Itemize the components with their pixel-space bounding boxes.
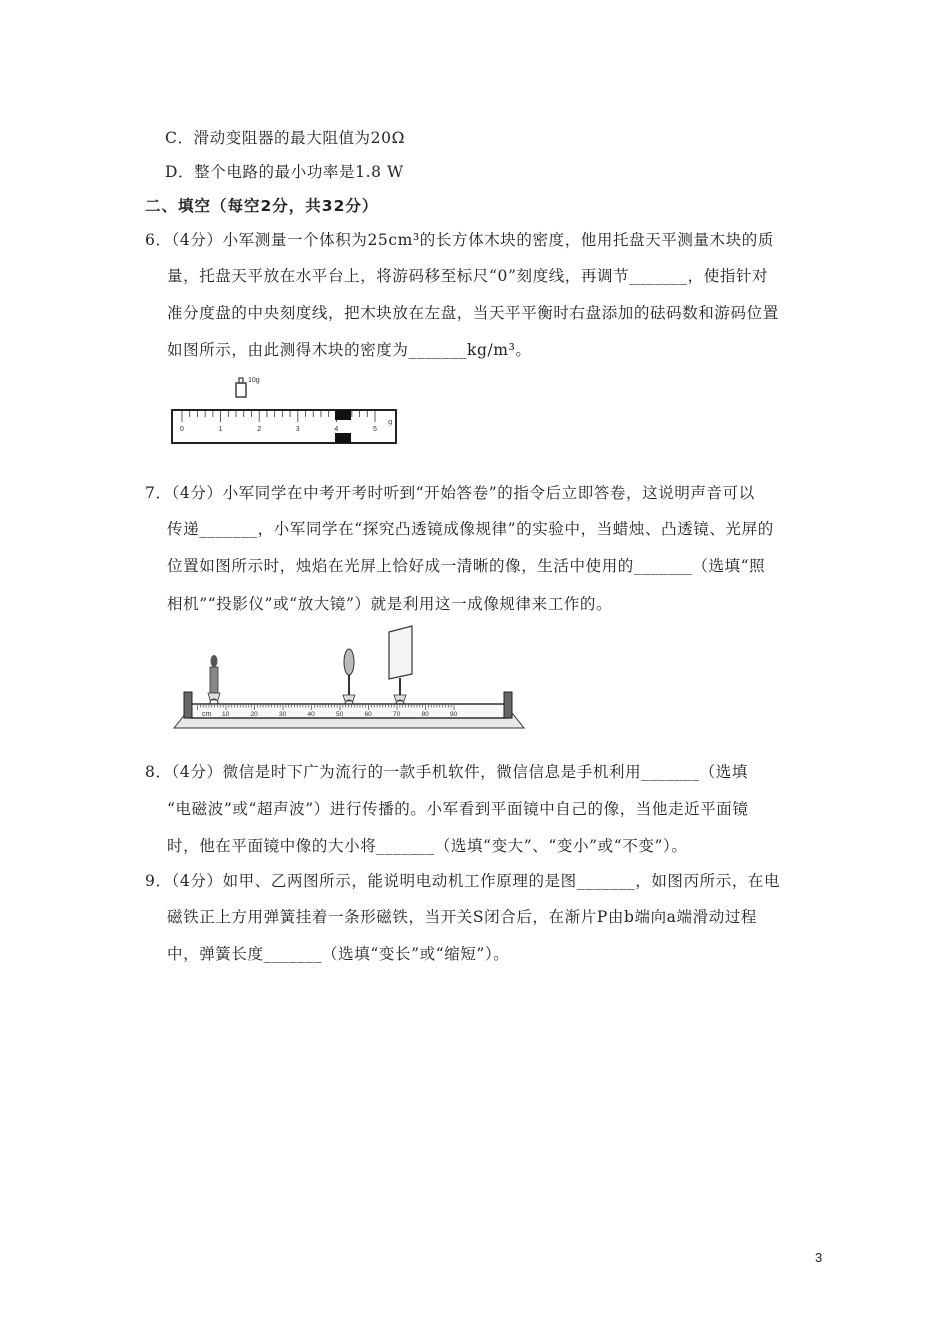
bench-tick-label: 60 (364, 711, 372, 718)
scale-tick-label: 1 (218, 426, 223, 433)
q9-line-3: 中，弹簧长度_______（选填“变长”或“缩短”）。 (167, 945, 510, 963)
q6-line-4: 如图所示，由此测得木块的密度为_______kg/m³。 (167, 341, 532, 359)
scale-tick-label: 4 (334, 426, 339, 433)
rider-bottom[interactable] (335, 433, 351, 443)
balance-scale-figure (165, 370, 405, 452)
candle-icon (208, 655, 220, 707)
scale-tick-label: 0 (180, 426, 184, 433)
q8-line-1: 8．（4分）微信是时下广为流行的一款手机软件，微信信息是手机利用_______（选填 (145, 763, 748, 781)
optical-bench-figure (168, 624, 530, 732)
q8-line-3: 时，他在平面镜中像的大小将_______（选填“变大”、“变小”或“不变”）。 (167, 837, 688, 855)
q6-line-1: 6．（4分）小军测量一个体积为25cm³的长方体木块的密度，他用托盘天平测量木块的质 (145, 231, 774, 249)
option-c: C．滑动变阻器的最大阻值为20Ω (165, 129, 406, 147)
section-title: 二、填空（每空2分，共32分） (145, 197, 379, 215)
scale-tick-label: 5 (373, 426, 377, 433)
scale-unit: g (388, 418, 393, 426)
q7-line-1: 7．（4分）小军同学在中考开考时听到“开始答卷”的指令后立即答卷，这说明声音可以 (145, 484, 755, 502)
bench-tick-label: 30 (279, 711, 287, 718)
q9-line-2: 磁铁正上方用弹簧挂着一条形磁铁，当开关S闭合后，在渐片P由b端向a端滑动过程 (167, 908, 758, 926)
q7-line-4: 相机”“投影仪”或“放大镜”）就是利用这一成像规律来工作的。 (167, 595, 613, 613)
q7-line-3: 位置如图所示时，烛焰在光屏上恰好成一清晰的像，生活中使用的_______（选填“照 (167, 557, 766, 575)
weight-icon (236, 377, 260, 397)
bench-tick-label: 20 (250, 711, 258, 718)
option-d: D．整个电路的最小功率是1.8 W (165, 163, 404, 181)
bench-tick-label: 70 (393, 711, 401, 718)
scale-tick-label: 3 (295, 426, 300, 433)
convex-lens-icon (343, 649, 355, 708)
bench-tick-label: 90 (450, 711, 458, 718)
q7-line-2: 传递_______，小军同学在“探究凸透镜成像规律”的实验中，当蜡烛、凸透镜、光屏的 (167, 520, 774, 538)
q8-line-2: “电磁波”或“超声波”）进行传播的。小军看到平面镜中自己的像，当他走近平面镜 (167, 800, 749, 818)
light-screen-icon (389, 626, 412, 708)
bench-tick-label: 40 (307, 711, 315, 718)
scale-tick-label: 2 (257, 426, 262, 433)
page-number: 3 (815, 1250, 823, 1265)
weight-label: 10g (248, 377, 260, 384)
q6-line-2: 量，托盘天平放在水平台上，将游码移至标尺“0”刻度线，再调节_______，使指针对 (167, 267, 769, 285)
q9-line-1: 9．（4分）如甲、乙两图所示，能说明电动机工作原理的是图_______，如图丙所示，在电 (145, 872, 781, 890)
bench-tick-label: 10 (222, 711, 230, 718)
bench-unit: cm (202, 711, 212, 718)
bench-tick-label: 80 (421, 711, 429, 718)
bench-tick-label: 50 (336, 711, 344, 718)
q6-line-3: 准分度盘的中央刻度线，把木块放在左盘，当天平平衡时右盘添加的砝码数和游码位置 (167, 304, 779, 322)
rider-top[interactable] (335, 410, 351, 420)
